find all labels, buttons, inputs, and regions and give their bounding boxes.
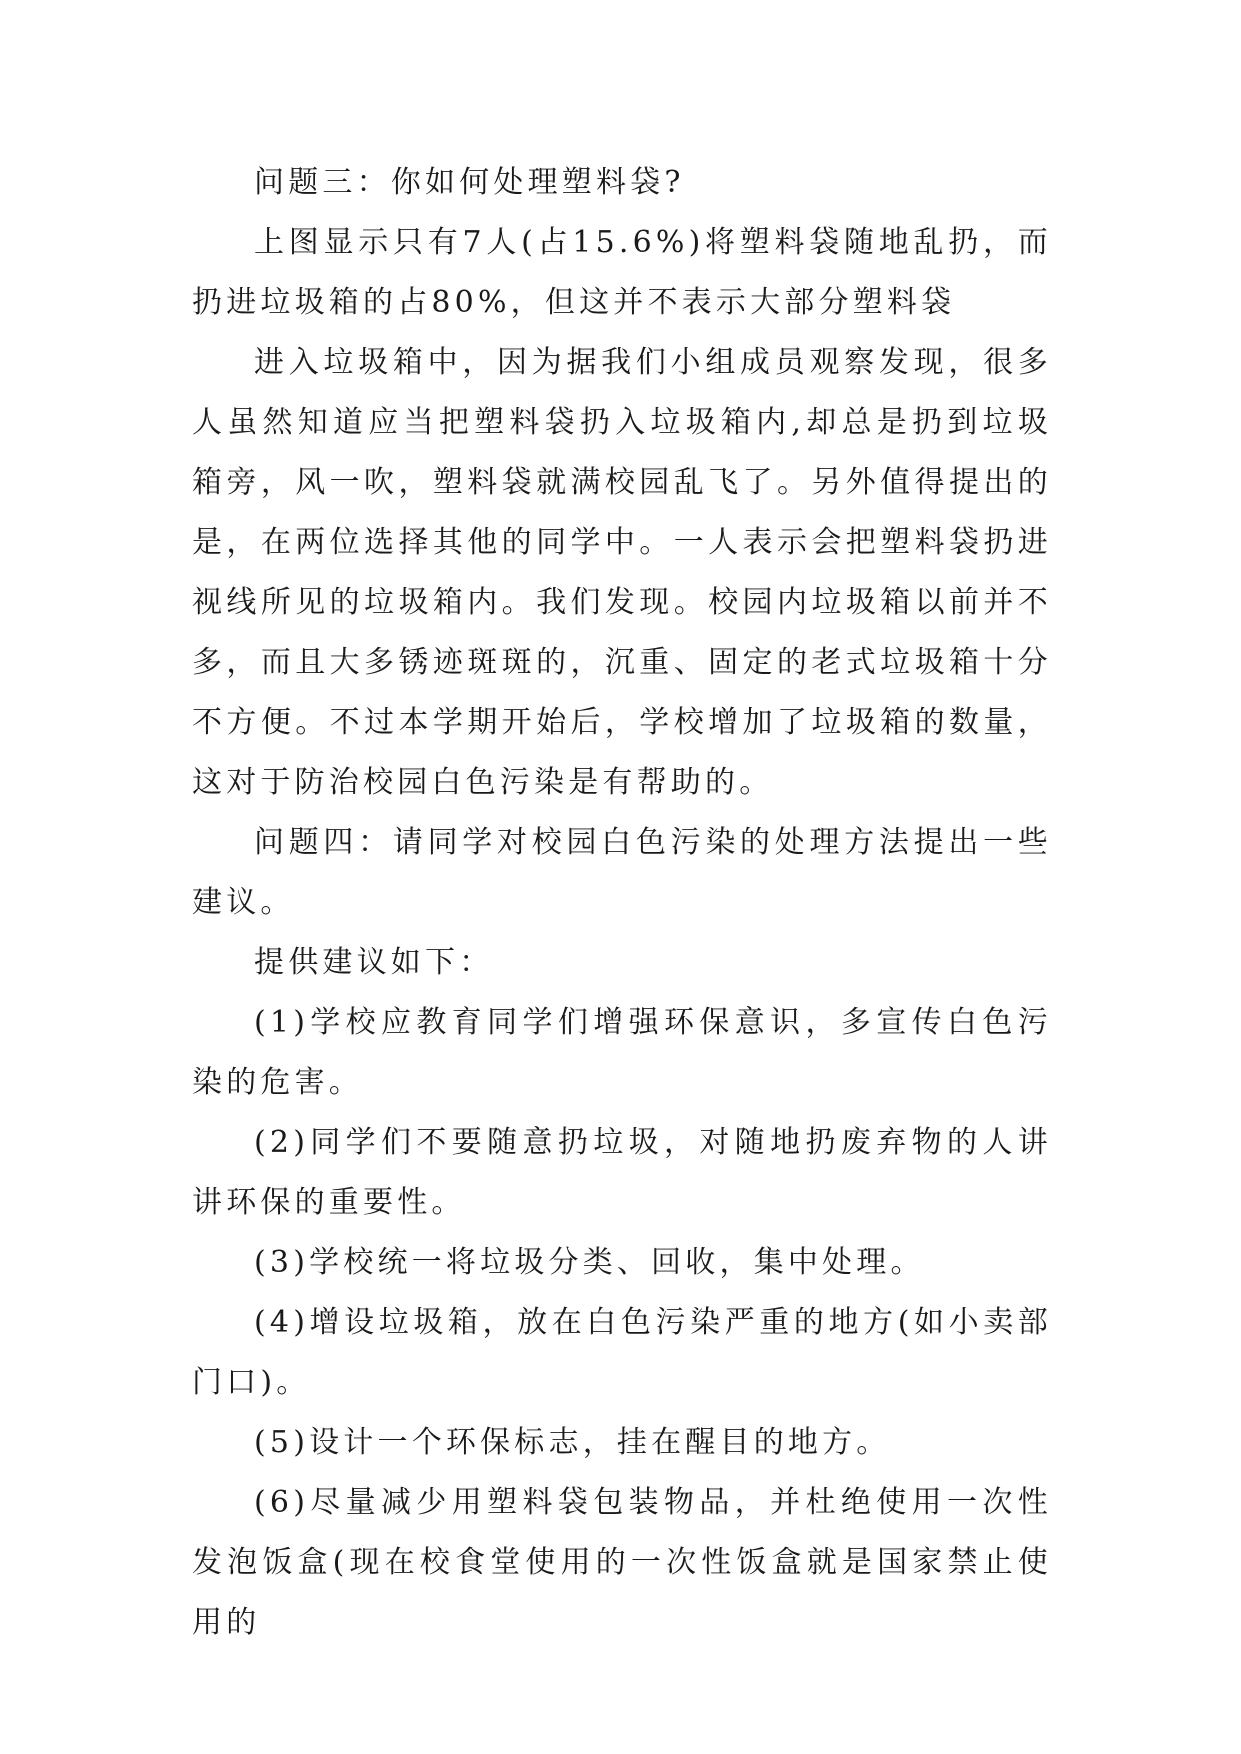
suggestion-item-5: (5)设计一个环保标志，挂在醒目的地方。 xyxy=(254,1425,891,1460)
document-page xyxy=(192,153,1052,1653)
paragraph-question-4: 问题四：请同学对校园白色污染的处理方法提出一些建议。 xyxy=(192,825,1052,920)
suggestion-item-6: (6)尽量减少用塑料袋包装物品，并杜绝使用一次性发泡饭盒(现在校食堂使用的一次性饭盒就是国家禁止使用的 xyxy=(192,1485,1052,1640)
paragraph-survey-result: 上图显示只有7人(占15.6%)将塑料袋随地乱扔，而扔进垃圾箱的占80%，但这并不表示大部分塑料袋 xyxy=(192,225,1052,320)
paragraph-observation: 进入垃圾箱中，因为据我们小组成员观察发现，很多人虽然知道应当把塑料袋扔入垃圾箱内,却总是扔到垃圾箱旁，风一吹，塑料袋就满校园乱飞了。另外值得提出的是，在两位选择其他的同学中。一人表示会把塑料袋扔进视线所见的垃圾箱内。我们发现。校园内垃圾箱以前并不多，而且大多锈迹斑斑的，沉重、固定的老式垃圾箱十分不方便。不过本学期开始后，学校增加了垃圾箱的数量，这对于防治校园白色污染是有帮助的。 xyxy=(192,345,1052,800)
paragraph-suggestions-intro: 提供建议如下： xyxy=(254,945,494,980)
suggestion-item-1: (1)学校应教育同学们增强环保意识，多宣传白色污染的危害。 xyxy=(192,1005,1052,1100)
paragraph-question-3: 问题三：你如何处理塑料袋? xyxy=(254,165,685,200)
suggestion-item-3: (3)学校统一将垃圾分类、回收，集中处理。 xyxy=(254,1245,925,1280)
suggestion-item-4: (4)增设垃圾箱，放在白色污染严重的地方(如小卖部门口)。 xyxy=(192,1305,1052,1400)
suggestion-item-2: (2)同学们不要随意扔垃圾，对随地扔废弃物的人讲讲环保的重要性。 xyxy=(192,1125,1052,1220)
